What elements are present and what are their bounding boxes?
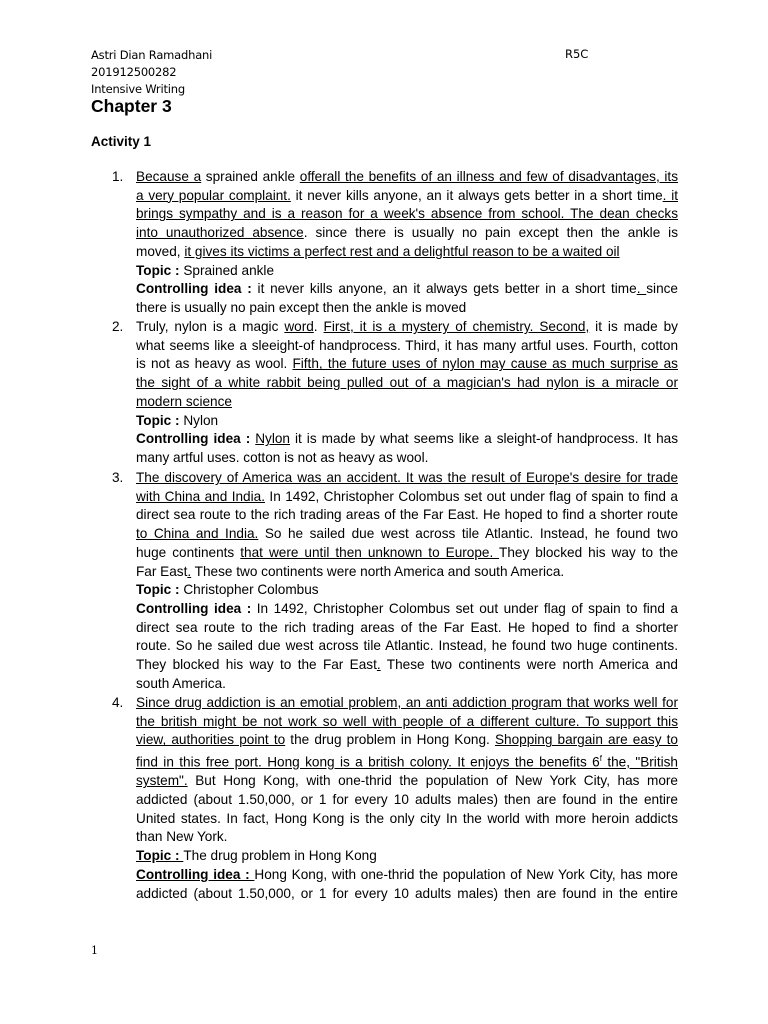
controlling-line: south America. (136, 675, 226, 691)
item-number: 2. (112, 319, 124, 334)
paragraph-line: the british might be not work so well with people of a different culture. To support this (136, 713, 678, 729)
page-number: 1 (91, 944, 98, 957)
topic-value: Sprained ankle (183, 262, 275, 278)
paragraph-line: the sight of a white rabbit being pulled out of a magician's had nylon is a miracle or (136, 375, 678, 391)
item-number: 4. (112, 695, 124, 710)
paragraph-line: moved, it gives its victims a perfect rest and a delightful reason to be a waited oil (136, 243, 620, 259)
item-paragraph (136, 168, 678, 262)
chapter-title: Chapter 3 (91, 96, 172, 116)
topic-line (136, 262, 678, 281)
list-item-4 (112, 694, 678, 903)
controlling-label: Controlling idea : (136, 281, 258, 297)
class-code: R5C (565, 47, 589, 61)
course-name: Intensive Writing (91, 82, 185, 96)
paragraph-line: The discovery of America was an accident. It was the result of Europe's desire for trade (136, 470, 678, 485)
paragraph-line: Since drug addiction is an emotial problem, an anti addiction program that works well for (136, 695, 678, 710)
paragraph-line: Truly, nylon is a magic word. First, it is a mystery of chemistry. Second, it is made by (136, 319, 678, 334)
item-number: 3. (112, 470, 124, 485)
controlling-line: They blocked his way to the Far East. These two continents were north America and (136, 657, 678, 673)
controlling-line: Controlling idea : it never kills anyone, an it always gets better in a short time. since (136, 281, 678, 297)
paragraph-line: modern science (136, 393, 232, 409)
controlling-line: direct sea route to the rich trading areas of the Far East. He hoped to find a shorter (136, 619, 678, 635)
topic-label: Topic : (136, 412, 184, 428)
author-name: Astri Dian Ramadhani (91, 48, 213, 62)
item-paragraph (136, 318, 678, 412)
list-item-2 (112, 318, 678, 468)
controlling-line: addicted (about 1.50,000, or 1 for every 10 adults males) then are found in the entire (136, 885, 678, 901)
paragraph-line: find in this free port. Hong kong is a british colony. It enjoys the benefits 6$^f$ the, "British (136, 754, 678, 770)
topic-label: Topic : (136, 262, 184, 278)
paragraph-line: to China and India. So he sailed due west across tile Atlantic. Instead, he found two (136, 526, 679, 542)
paragraph-line: United states. In fact, Hong Kong is the only city In the world with more heroin addicts (136, 810, 678, 826)
topic-value: Christopher Colombus (183, 582, 319, 598)
controlling-line: Controlling idea : In 1492, Christopher Colombus set out under flag of spain to find a (136, 600, 678, 616)
paragraph-line: a very popular complaint. it never kills anyone, an it always gets better in a short time. it (136, 187, 678, 203)
controlling-line: route. So he sailed due west across tile Atlantic. Instead, he found two huge continents. (136, 638, 678, 654)
paragraph-line: brings sympathy and is a reason for a week's absence from school. The dean checks (136, 206, 678, 222)
paragraph-line: view, authorities point to the drug problem in Hong Kong. Shopping bargain are easy to (136, 732, 678, 748)
item-paragraph (136, 469, 678, 581)
student-id: 201912500282 (91, 65, 177, 79)
activity-title: Activity 1 (91, 134, 152, 149)
topic-label: Topic : (136, 848, 184, 864)
controlling-line: there is usually no pain except then the ankle is moved (136, 299, 467, 315)
item-paragraph (136, 694, 678, 847)
paragraph-line: is not as heavy as wool. Fifth, the future uses of nylon may cause as much surprise as (136, 356, 678, 372)
controlling-line: Controlling idea : Hong Kong, with one-thrid the population of New York City, has more (136, 866, 678, 882)
topic-value: Nylon (183, 412, 219, 428)
topic-line (136, 847, 678, 866)
paragraph-line: huge continents that were until then unknown to Europe. They blocked his way to the (136, 544, 679, 560)
paragraph-line: direct sea route to the rich trading areas of the Far East. He hoped to find a shorter route (136, 507, 678, 523)
topic-line (136, 412, 678, 431)
paragraph-line: system". But Hong Kong, with one-thrid the population of New York City, has more (136, 773, 678, 789)
paragraph-line: Because a sprained ankle offerall the benefits of an illness and few of disadvantages, its (136, 169, 678, 184)
item-number: 1. (112, 169, 124, 184)
paragraph-line: with China and India. In 1492, Christopher Colombus set out under flag of spain to find a (136, 488, 678, 504)
paragraph-line: into unauthorized absence. since there is usually no pain except then the ankle is (136, 225, 678, 241)
controlling-label: Controlling idea : (136, 600, 257, 616)
list-item-3 (112, 469, 679, 693)
topic-label: Topic : (136, 582, 184, 598)
paragraph-line: what seems like a sleeight-of handprocess. Third, it has many artful uses. Fourth, cotton (136, 337, 678, 353)
topic-value: The drug problem in Hong Kong (183, 848, 377, 864)
controlling-line: Controlling idea : Nylon it is made by what seems like a sleight-of handprocess. It has (136, 431, 678, 447)
paragraph-line: than New York. (136, 829, 228, 845)
controlling-label: Controlling idea : (136, 431, 256, 447)
list-item-1 (112, 168, 678, 318)
paragraph-line: addicted (about 1.50,000, or 1 for every 10 adults males) then are found in the entire (136, 792, 678, 808)
topic-line (136, 581, 678, 600)
controlling-line: many artful uses. cotton is not as heavy as wool. (136, 449, 429, 465)
paragraph-line: Far East. These two continents were north America and south America. (136, 563, 565, 579)
controlling-label: Controlling idea : (136, 866, 255, 882)
